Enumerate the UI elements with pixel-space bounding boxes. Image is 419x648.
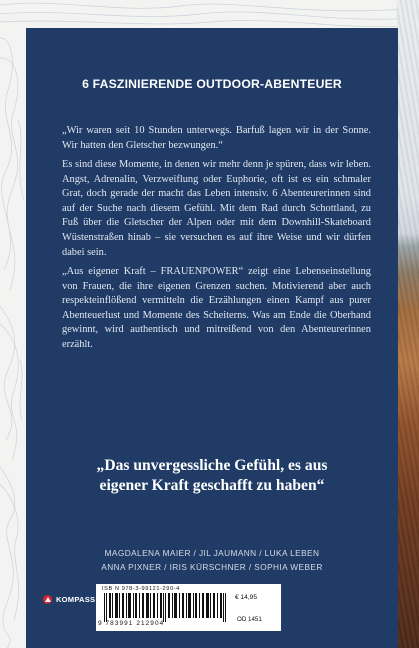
back-cover-panel [26, 28, 398, 648]
summary-paragraph: „Aus eigener Kraft – FRAUENPOWER“ zeigt eine Lebenseinstellung von Frauen, die ihre eigenen Grenzen suchen. Motivierend aber auch respekteinflößend vermitteln die Erzählungen einen Kampf aus purer Abenteuerlust und Momente des Scheiterns. Was am Ende die Oberhand gewinnt, wird authentisch und mitreißend von den Abenteurerinnen erzählt. [62, 266, 371, 350]
author-list [26, 546, 398, 574]
kompass-logo-icon [43, 595, 52, 604]
barcode-bars [104, 593, 226, 622]
authors-line-1: MAGDALENA MAIER / JIL JAUMANN / LUKA LEBEN [104, 548, 320, 558]
pull-quote-line-2: eigener Kraft geschafft zu haben“ [99, 477, 325, 494]
pull-quote-line-1: „Das unvergessliche Gefühl, es aus [96, 457, 328, 474]
publisher-name: KOMPASS [56, 595, 96, 604]
description-paragraph: Es sind diese Momente, in denen wir mehr denn je spüren, dass wir leben. Angst, Adrenalin, Verzweiflung oder Euphorie, oft ist es ein schmaler Grat, doch gerade der macht das Leben intensiv. 6 Abenteurerinnen sind auf der Suche nach diesem Gefühl. Mit dem Rad durch Schottland, zu Fuß über die Gletscher der Alpen oder mit dem Downhill-Skateboard Wüstenstraßen hinab – sie versuchen es auf ihre Weise und wir dürfen dabei sein. [62, 159, 371, 258]
intro-quote-paragraph: „Wir waren seit 10 Stunden unterwegs. Barfuß lagen wir in der Sonne. Wir hatten den Gletscher bezwungen.“ [62, 125, 371, 151]
pull-quote [26, 456, 398, 496]
product-code: OD 1451 [237, 616, 262, 623]
price-label: € 14,95 [235, 594, 257, 601]
cover-heading: 6 FASZINIERENDE OUTDOOR-ABENTEUER [82, 77, 342, 91]
isbn-text: ISB N 978-3-99121-290-4 [102, 586, 180, 592]
ean-number: 9 783991 212904 [98, 620, 165, 627]
publisher-brand [43, 595, 95, 604]
isbn-barcode [96, 584, 281, 631]
authors-line-2: ANNA PIXNER / IRIS KÜRSCHNER / SOPHIA WEBER [101, 562, 323, 572]
cover-photo-strip [397, 0, 419, 648]
